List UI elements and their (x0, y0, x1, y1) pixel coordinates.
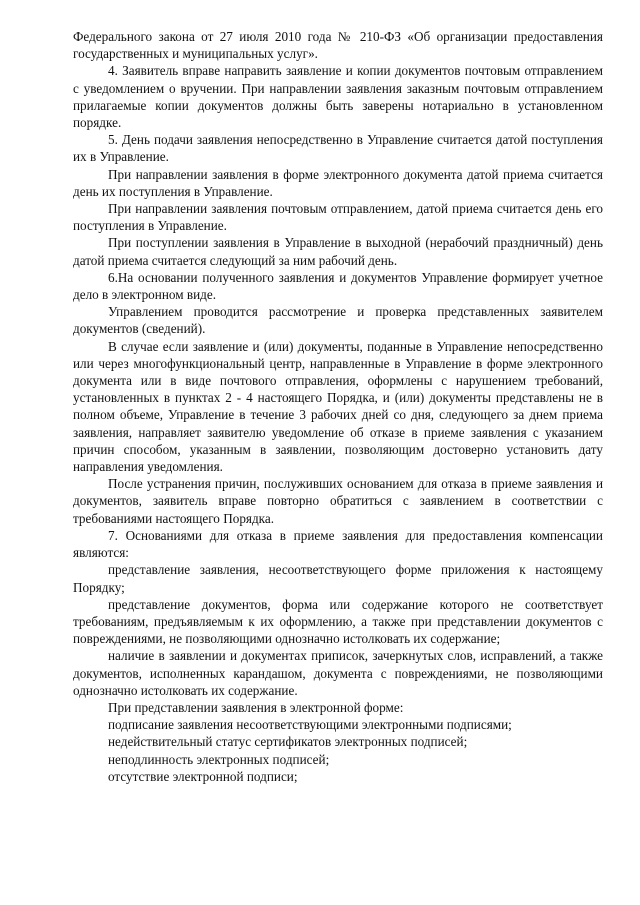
paragraph-signature-missing: отсутствие электронной подписи; (108, 768, 298, 784)
paragraph-electronic-date: При направлении заявления в форме электронного документа датой приема считается день их поступления в Управление. (73, 166, 603, 199)
paragraph-resubmission: После устранения причин, послуживших основанием для отказа в приеме заявления и документов, заявитель вправе повторно обратиться с заявлением в соответствии с требованиями настоящего Порядка. (73, 476, 603, 526)
paragraph-review: Управлением проводится рассмотрение и проверка представленных заявителем документов (сведений). (73, 304, 603, 337)
paragraph-item-6: 6.На основании полученного заявления и документов Управление формирует учетное дело в электронном виде. (73, 269, 603, 303)
paragraph-ground-corrections: наличие в заявлении и документах приписок, зачеркнутых слов, исправлений, а также документов, исполненных карандашом, документа с повреждениями, не позволяющими однозначно истолковать их содержание. (73, 648, 603, 698)
paragraph-law-reference: Федерального закона от 27 июля 2010 года № 210-ФЗ «Об организации предоставления государственных и муниципальных услуг». (73, 29, 603, 62)
paragraph-refusal-notice: В случае если заявление и (или) документы, поданные в Управление непосредственно или через многофункциональный центр, направленные в Управление в форме электронного документа или в виде почтового отправления, оформлены с нарушением требований, установленных в пунктах 2 - 4 настоящего Порядка, и (или) документы представлены не в полном объеме, Управление в течение 3 рабочих дней со дня, следующего за днем приема заявления, направляет заявителю уведомление об отказе в приеме заявления с указанием причин способом, указанным в заявлении, позволяющим достоверно установить дату направления уведомления. (73, 338, 603, 475)
document-page (73, 28, 603, 785)
paragraph-item-7: 7. Основаниями для отказа в приеме заявления для предоставления компенсации являются: (73, 527, 603, 561)
paragraph-holiday-date: При поступлении заявления в Управление в выходной (нерабочий праздничный) день датой приема считается следующий за ним рабочий день. (73, 235, 603, 268)
paragraph-item-5: 5. День подачи заявления непосредственно в Управление считается датой поступления их в Управление. (73, 132, 603, 165)
paragraph-electronic-form: При представлении заявления в электронной форме: (108, 699, 404, 715)
paragraph-postal-date: При направлении заявления почтовым отправлением, датой приема считается день его поступления в Управление. (73, 201, 603, 234)
paragraph-ground-documents: представление документов, форма или содержание которого не соответствует требованиям, предъявляемым к их оформлению, а также при представлении документов с повреждениями, не позволяющими однозначно истолковать их содержание; (73, 596, 603, 647)
paragraph-signature-mismatch: подписание заявления несоответствующими электронными подписями; (108, 717, 512, 733)
paragraph-certificate-status: недействительный статус сертификатов электронных подписей; (108, 734, 468, 750)
paragraph-item-4: 4. Заявитель вправе направить заявление и копии документов почтовым отправлением с уведомлением о вручении. При направлении заявления заказным почтовым отправлением прилагаемые копии документов должны быть заверены нотариально в установленном порядке. (73, 63, 603, 131)
paragraph-signature-authenticity: неподлинность электронных подписей; (108, 751, 330, 767)
paragraph-ground-form: представление заявления, несоответствующего форме приложения к настоящему Порядку; (73, 562, 603, 595)
